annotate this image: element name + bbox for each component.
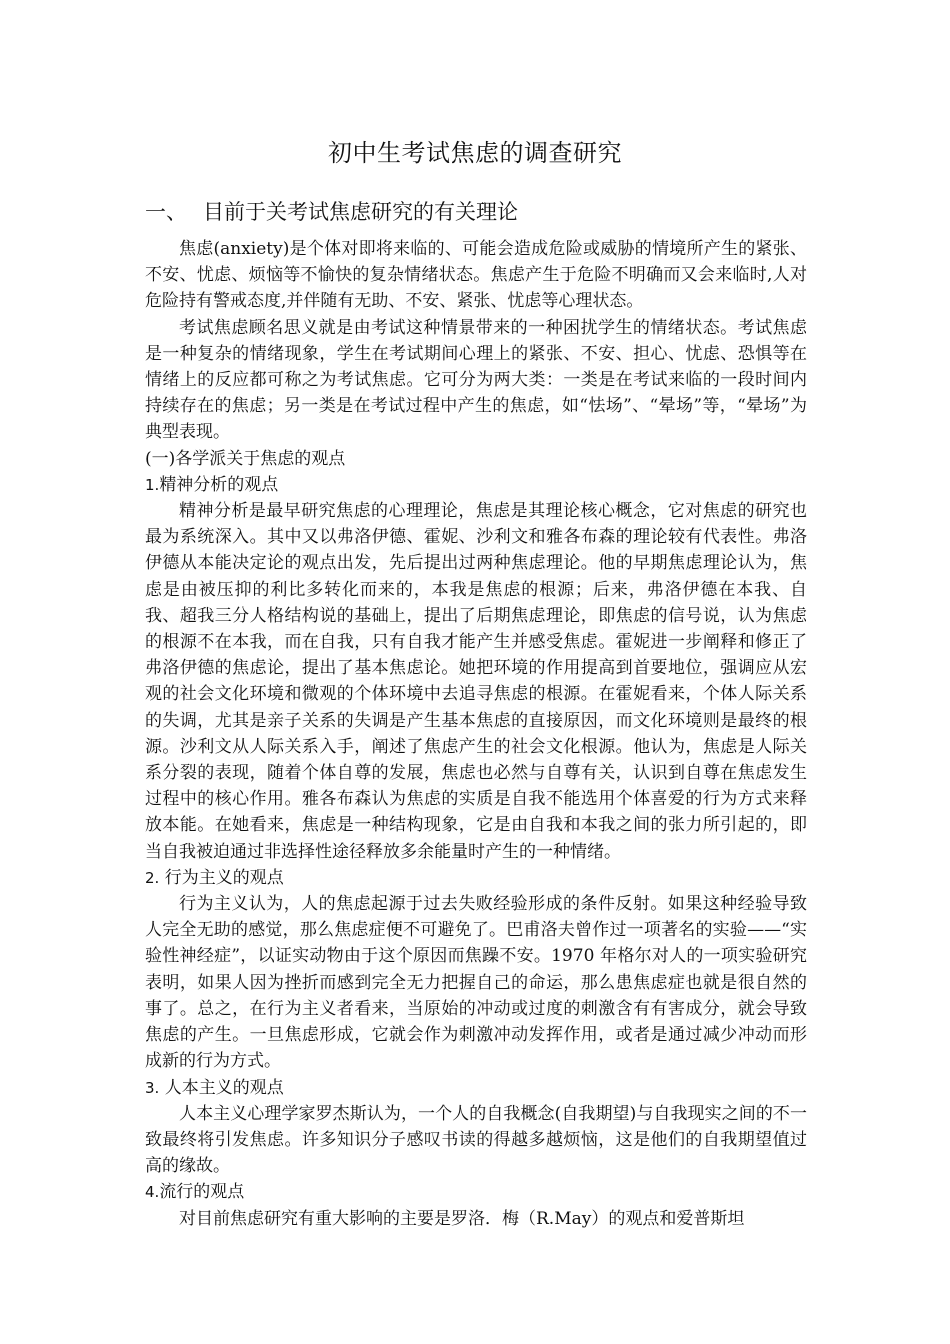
document-title: 初中生考试焦虑的调查研究 bbox=[328, 139, 622, 167]
paragraph: 对目前焦虑研究有重大影响的主要是罗洛．梅（R.May）的观点和爱普斯坦 bbox=[179, 1208, 745, 1229]
paragraph: 焦虑(anxiety)是个体对即将来临的、可能会造成危险或威胁的情境所产生的紧张、不安、忧虑、烦恼等不愉快的复杂情绪状态。焦虑产生于危险不明确而又会来临时,人对危险持有警戒态度,并伴随有无助、不安、紧张、忧虑等心理状态。 bbox=[145, 239, 807, 312]
subsection-label: 人本主义的观点 bbox=[164, 1077, 284, 1098]
section-heading-text: 目前于关考试焦虑研究的有关理论 bbox=[203, 200, 518, 224]
subsection-number: 4. bbox=[145, 1183, 160, 1202]
subsection-label: 流行的观点 bbox=[159, 1182, 245, 1203]
paragraph: 行为主义认为，人的焦虑起源于过去失败经验形成的条件反射。如果这种经验导致人完全无助的感觉，那么焦虑症便不可避免了。巴甫洛夫曾作过一项著名的实验——“实验性神经症”，以证实动物由于这个原因而焦躁不安。1970 年格尔对人的一项实验研究表明，如果人因为挫折而感到完全无力把握自己的命运，那么患焦虑症也就是很自然的事了。总之，在行为主义者看来，当原始的冲动或过度的刺激含有有害成分，就会导致焦虑的产生。一旦焦虑形成，它就会作为刺激冲动发挥作用，或者是通过减少冲动而形成新的行为方式。 bbox=[145, 894, 807, 1072]
subsection-heading: (一)各学派关于焦虑的观点 bbox=[145, 448, 346, 469]
subsection-number: 2. bbox=[145, 868, 160, 887]
subsection-heading bbox=[145, 1179, 807, 1205]
subsection-heading bbox=[145, 865, 807, 891]
paragraph: 考试焦虑顾名思义就是由考试这种情景带来的一种困扰学生的情绪状态。考试焦虑是一种复杂的情绪现象，学生在考试期间心理上的紧张、不安、担心、忧虑、恐惧等在情绪上的反应都可称之为考试焦虑。它可分为两大类：一类是在考试来临的一段时间内持续存在的焦虑；另一类是在考试过程中产生的焦虑，如“怯场”、“晕场”等，“晕场”为典型表现。 bbox=[145, 317, 807, 443]
subsection-number: 1. bbox=[145, 475, 160, 494]
subsection-number: 3. bbox=[145, 1078, 160, 1097]
section-heading bbox=[145, 197, 518, 227]
paragraph: 人本主义心理学家罗杰斯认为，一个人的自我概念(自我期望)与自我现实之间的不一致最终将引发焦虑。许多知识分子感叹书读的得越多越烦恼，这是他们的自我期望值过高的缘故。 bbox=[145, 1103, 807, 1177]
subsection-heading bbox=[145, 1075, 807, 1101]
subsection-heading bbox=[145, 472, 807, 498]
paragraph: 精神分析是最早研究焦虑的心理理论，焦虑是其理论核心概念，它对焦虑的研究也最为系统深入。其中又以弗洛伊德、霍妮、沙利文和雅各布森的理论较有代表性。弗洛伊德从本能决定论的观点出发，先后提出过两种焦虑理论。他的早期焦虑理论认为，焦虑是由被压抑的利比多转化而来的，本我是焦虑的根源；后来，弗洛伊德在本我、自我、超我三分人格结构说的基础上，提出了后期焦虑理论，即焦虑的信号说，认为焦虑的根源不在本我，而在自我，只有自我才能产生并感受焦虑。霍妮进一步阐释和修正了弗洛伊德的焦虑论，提出了基本焦虑论。她把环境的作用提高到首要地位，强调应从宏观的社会文化环境和微观的个体环境中去追寻焦虑的根源。在霍妮看来，个体人际关系的失调，尤其是亲子关系的失调是产生基本焦虑的直接原因，而文化环境则是最终的根源。沙利文从人际关系入手，阐述了焦虑产生的社会文化根源。他认为，焦虑是人际关系分裂的表现，随着个体自尊的发展，焦虑也必然与自尊有关，认识到自尊在焦虑发生过程中的核心作用。雅各布森认为焦虑的实质是自我不能选用个体喜爱的行为方式来释放本能。在她看来，焦虑是一种结构现象，它是由自我和本我之间的张力所引起的，即当自我被迫通过非选择性途径释放多余能量时产生的一种情绪。 bbox=[145, 501, 807, 862]
subsection-label: 精神分析的观点 bbox=[159, 474, 279, 495]
subsection-label: 行为主义的观点 bbox=[164, 867, 284, 888]
document-body bbox=[145, 236, 807, 1232]
section-number: 一、 bbox=[145, 200, 187, 224]
